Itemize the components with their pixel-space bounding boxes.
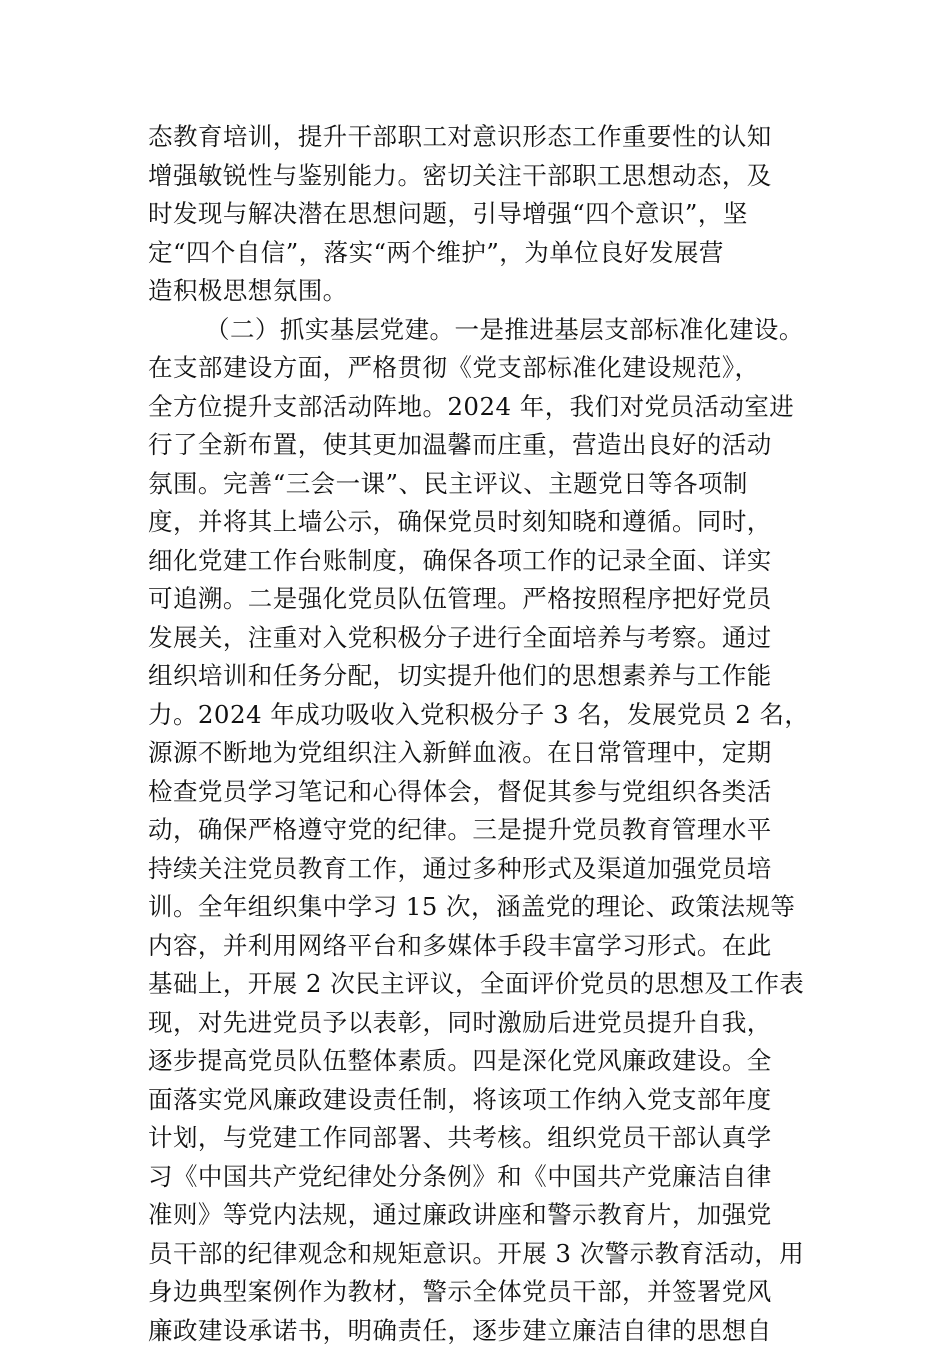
text-line: 员干部的纪律观念和规矩意识。开展 3 次警示教育活动，用 — [148, 1235, 848, 1274]
text-line: 持续关注党员教育工作，通过多种形式及渠道加强党员培 — [148, 850, 848, 889]
text-line: 造积极思想氛围。 — [148, 272, 848, 311]
text-line: 廉政建设承诺书，明确责任，逐步建立廉洁自律的思想自 — [148, 1312, 848, 1350]
text-line: 氛围。完善“三会一课”、民主评议、主题党日等各项制 — [148, 465, 848, 504]
text-line: 逐步提高党员队伍整体素质。四是深化党风廉政建设。全 — [148, 1042, 848, 1081]
text-line: 基础上，开展 2 次民主评议，全面评价党员的思想及工作表 — [148, 965, 848, 1004]
text-line: 检查党员学习笔记和心得体会，督促其参与党组织各类活 — [148, 773, 848, 812]
text-line: 可追溯。二是强化党员队伍管理。严格按照程序把好党员 — [148, 580, 848, 619]
text-line: 源源不断地为党组织注入新鲜血液。在日常管理中，定期 — [148, 734, 848, 773]
text-line: 定“四个自信”，落实“两个维护”，为单位良好发展营 — [148, 234, 848, 273]
text-line: 面落实党风廉政建设责任制，将该项工作纳入党支部年度 — [148, 1081, 848, 1120]
text-line: 身边典型案例作为教材，警示全体党员干部，并签署党风 — [148, 1273, 848, 1312]
text-line: 现，对先进党员予以表彰，同时激励后进党员提升自我， — [148, 1004, 848, 1043]
text-line: 时发现与解决潜在思想问题，引导增强“四个意识”，坚 — [148, 195, 848, 234]
section-heading-line: （二）抓实基层党建。一是推进基层支部标准化建设。 — [148, 311, 848, 350]
text-line: 增强敏锐性与鉴别能力。密切关注干部职工思想动态，及 — [148, 157, 848, 196]
body-text — [148, 118, 848, 1350]
text-line: 细化党建工作台账制度，确保各项工作的记录全面、详实 — [148, 542, 848, 581]
text-line: 态教育培训，提升干部职工对意识形态工作重要性的认知 — [148, 118, 848, 157]
text-line: 发展关，注重对入党积极分子进行全面培养与考察。通过 — [148, 619, 848, 658]
text-line: 动，确保严格遵守党的纪律。三是提升党员教育管理水平 — [148, 811, 848, 850]
text-line: 训。全年组织集中学习 15 次，涵盖党的理论、政策法规等 — [148, 888, 848, 927]
text-line: 度，并将其上墙公示，确保党员时刻知晓和遵循。同时， — [148, 503, 848, 542]
text-line: 计划，与党建工作同部署、共考核。组织党员干部认真学 — [148, 1119, 848, 1158]
text-line: 全方位提升支部活动阵地。2024 年，我们对党员活动室进 — [148, 388, 848, 427]
text-line: 内容，并利用网络平台和多媒体手段丰富学习形式。在此 — [148, 927, 848, 966]
text-line: 习《中国共产党纪律处分条例》和《中国共产党廉洁自律 — [148, 1158, 848, 1197]
text-line: 力。2024 年成功吸收入党积极分子 3 名，发展党员 2 名， — [148, 696, 848, 735]
text-line: 在支部建设方面，严格贯彻《党支部标准化建设规范》， — [148, 349, 848, 388]
text-line: 行了全新布置，使其更加温馨而庄重，营造出良好的活动 — [148, 426, 848, 465]
text-line: 组织培训和任务分配，切实提升他们的思想素养与工作能 — [148, 657, 848, 696]
text-line: 准则》等党内法规，通过廉政讲座和警示教育片，加强党 — [148, 1196, 848, 1235]
